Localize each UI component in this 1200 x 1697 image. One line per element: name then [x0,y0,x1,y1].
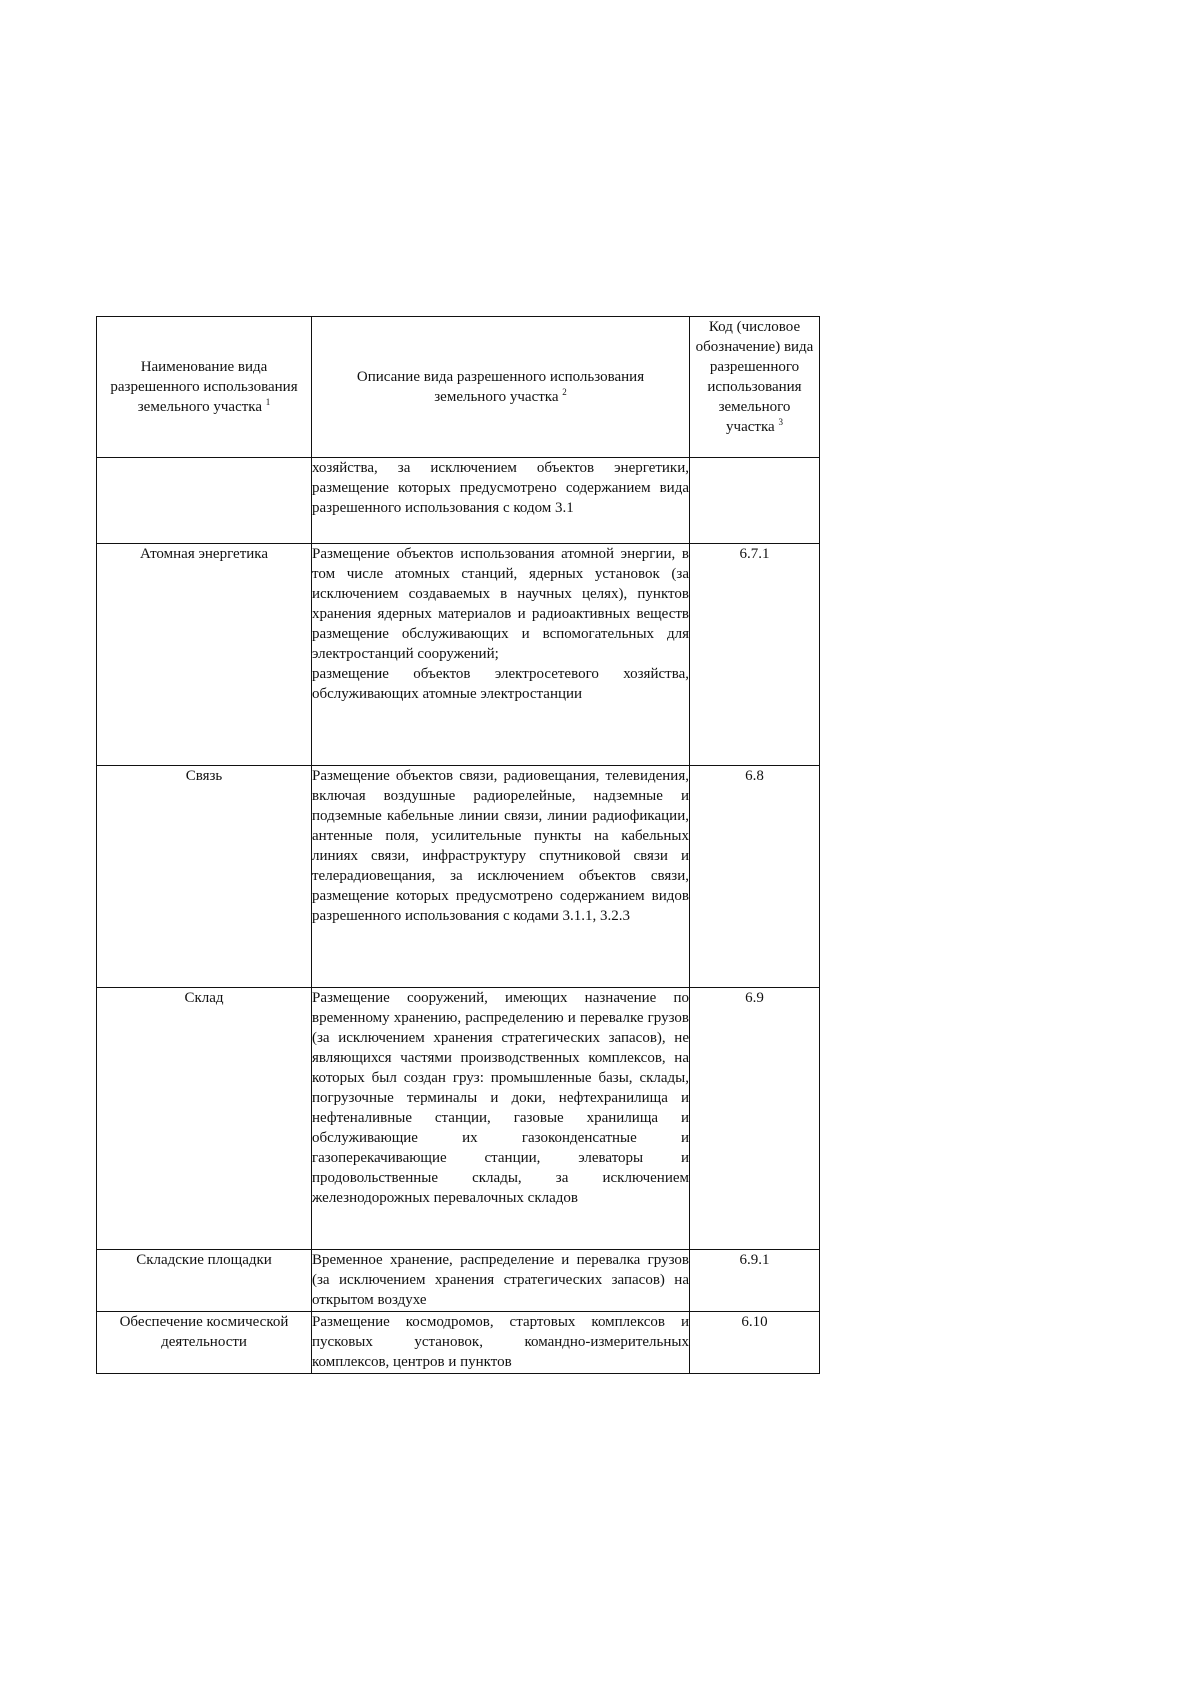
table-row [97,988,820,1250]
row-description-cell [312,544,690,766]
row-description-text: хозяйства, за исключением объектов энергетики, размещение которых предусмотрено содержанием вида разрешенного использования с кодом 3.1 [312,460,689,516]
table-row [97,544,820,766]
row-code-cell: 6.7.1 [690,544,820,766]
header-code-text: Код (числовое обозначение) вида разрешенного использования земельного участка [695,319,814,435]
row-code-cell: 6.8 [690,766,820,988]
header-description-footnote: 2 [562,387,567,397]
table-row [97,1250,820,1312]
table-row [97,766,820,988]
row-description-text-2: размещение объектов электросетевого хозяйства, обслуживающих атомные электростанции [312,666,689,702]
row-description-cell [312,458,690,544]
header-code-column [690,317,820,458]
header-description-text: Описание вида разрешенного использования земельного участка [356,369,645,405]
row-description-text: Размещение объектов связи, радиовещания, телевидения, включая воздушные радиорелейные, надземные и подземные кабельные линии связи, линии радиофикации, антенные поля, усилительные пункты на кабельных линиях связи, инфраструктуру спутниковой связи и телерадиовещания, за исключением объектов связи, размещение которых предусмотрено содержанием видов разрешенного использования с кодами 3.1.1, 3.2.3 [312,768,689,924]
table-row [97,1312,820,1374]
row-description-cell [312,1250,690,1312]
row-description-text: Размещение космодромов, стартовых комплексов и пусковых установок, командно-измерительных комплексов, центров и пунктов [312,1314,689,1370]
row-description-text: Размещение объектов использования атомной энергии, в том числе атомных станций, ядерных установок (за исключением создаваемых в научных целях), пунктов хранения ядерных материалов и радиоактивных веществ размещение обслуживающих и вспомогательных для электростанций сооружений; [312,546,689,662]
table-row [97,458,820,544]
row-description-cell [312,988,690,1250]
header-code-footnote: 3 [778,417,783,427]
row-name-cell: Атомная энергетика [97,544,312,766]
row-code-cell: 6.9 [690,988,820,1250]
header-name-footnote: 1 [265,397,271,407]
header-name-text: Наименование вида разрешенного использования земельного участка [110,359,298,415]
row-code-cell: 6.9.1 [690,1250,820,1312]
row-description-cell [312,766,690,988]
land-use-table [96,316,820,1374]
header-name-column [97,317,312,458]
row-code-cell: 6.10 [690,1312,820,1374]
row-name-cell: Обеспечение космической деятельности [97,1312,312,1374]
header-description-column [312,317,690,458]
row-name-cell: Связь [97,766,312,988]
row-description-cell [312,1312,690,1374]
row-name-cell: Склад [97,988,312,1250]
row-description-text: Размещение сооружений, имеющих назначение по временному хранению, распределению и перевалке грузов (за исключением хранения стратегических запасов), не являющихся частями производственных комплексов, на которых был создан груз: промышленные базы, склады, погрузочные терминалы и доки, нефтехранилища и нефтеналивные станции, газовые хранилища и обслуживающие их газоконденсатные и газоперекачивающие станции, элеваторы и продовольственные склады, за исключением железнодорожных перевалочных складов [312,990,689,1206]
row-name-cell [97,458,312,544]
row-name-cell: Складские площадки [97,1250,312,1312]
row-description-text: Временное хранение, распределение и перевалка грузов (за исключением хранения стратегических запасов) на открытом воздухе [312,1252,689,1308]
row-code-cell [690,458,820,544]
table-header-row [97,317,820,458]
